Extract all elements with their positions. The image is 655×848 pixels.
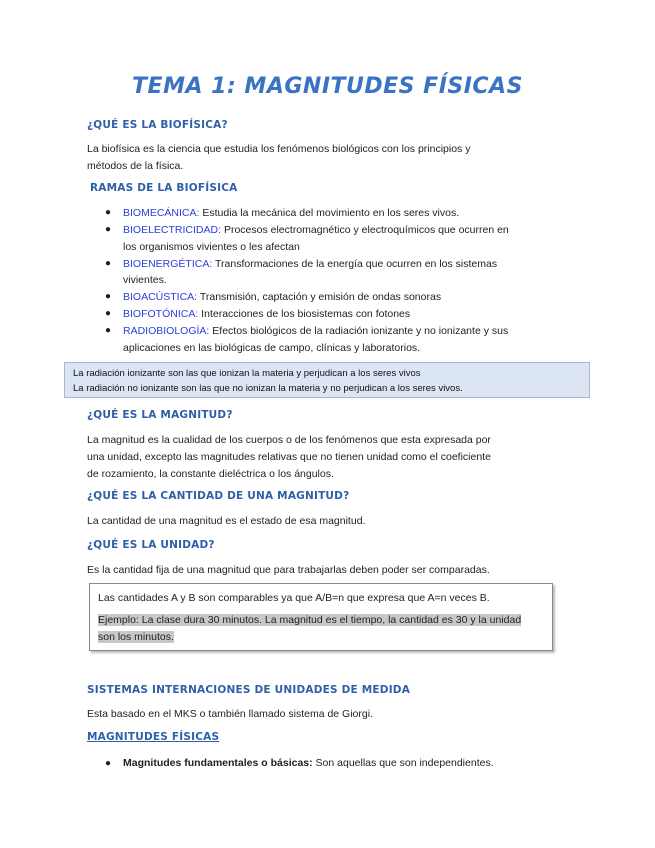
- branch-description: Interacciones de los biosistemas con fotones: [198, 308, 411, 320]
- note-line: La radiación ionizante son las que ionizan la materia y perjudican a los seres vivos: [73, 368, 421, 379]
- note-line: La radiación no ionizante son las que no ionizan la materia y no perjudican a los seres vivos.: [73, 383, 463, 394]
- branch-term: BIOENERGÉTICA:: [123, 257, 213, 270]
- branch-term: BIOFOTÓNICA:: [123, 308, 199, 320]
- paragraph-line: La biofísica es la ciencia que estudia los fenómenos biológicos con los principios y: [87, 143, 471, 155]
- paragraph-line: de rozamiento, la constante dieléctrica o los ángulos.: [87, 468, 334, 480]
- bullet-icon: ●: [105, 207, 112, 218]
- branch-description: Transformaciones de la energía que ocurren en los sistemas vivientes.: [123, 257, 498, 286]
- example-highlight-continued: son los minutos.: [98, 631, 174, 643]
- branch-description: Procesos electromagnético y electroquímicos que ocurren en los organismos vivientes o les afectan: [123, 224, 509, 253]
- heading-cantidad: ¿QUÉ ES LA CANTIDAD DE UNA MAGNITUD?: [87, 490, 350, 502]
- bullet-description: Son aquellas que son independientes.: [312, 757, 494, 769]
- bullet-term: Magnitudes fundamentales o básicas:: [123, 757, 313, 769]
- paragraph-cantidad: La cantidad de una magnitud es el estado de esa magnitud.: [87, 515, 366, 527]
- heading-que-es-biofisica: ¿QUÉ ES LA BIOFÍSICA?: [87, 119, 228, 131]
- list-item: [105, 755, 525, 772]
- branch-term: BIOACÚSTICA:: [123, 291, 198, 303]
- paragraph-unidad: Es la cantidad fija de una magnitud que para trabajarlas deben poder ser comparadas.: [87, 564, 490, 576]
- heading-que-es-magnitud: ¿QUÉ ES LA MAGNITUD?: [87, 409, 233, 421]
- list-item: [105, 222, 515, 255]
- example-highlight: Ejemplo: La clase dura 30 minutos. La magnitud es el tiempo, la cantidad es 30 y la unidad: [98, 614, 522, 626]
- bullet-icon: ●: [105, 257, 112, 269]
- bullet-icon: ●: [105, 758, 112, 769]
- paragraph-biofisica: [87, 141, 527, 175]
- branch-term: BIOMECÁNICA:: [123, 207, 200, 219]
- ramas-list: [105, 205, 515, 357]
- page-title: TEMA 1: MAGNITUDES FÍSICAS: [132, 74, 523, 99]
- note-line: Las cantidades A y B son comparables ya que A/B=n que expresa que A=n veces B.: [98, 592, 490, 604]
- paragraph-line: una unidad, excepto las magnitudes relativas que no tienen unidad como el coeficiente: [87, 451, 491, 463]
- paragraph-line: métodos de la física.: [87, 160, 184, 172]
- bullet-icon: ●: [105, 291, 112, 302]
- bullet-icon: ●: [105, 325, 112, 336]
- list-item: [105, 289, 515, 306]
- heading-magnitudes-fisicas: MAGNITUDES FÍSICAS: [87, 731, 220, 743]
- branch-description: Estudia la mecánica del movimiento en los seres vivos.: [199, 207, 460, 219]
- bullet-icon: ●: [105, 308, 112, 319]
- heading-ramas: RAMAS DE LA BIOFÍSICA: [90, 182, 238, 194]
- branch-description: Transmisión, captación y emisión de ondas sonoras: [197, 291, 442, 303]
- list-item: [105, 306, 515, 323]
- paragraph-line: La magnitud es la cualidad de los cuerpos o de los fenómenos que esta expresada por: [87, 434, 491, 446]
- heading-unidad: ¿QUÉ ES LA UNIDAD?: [87, 539, 215, 551]
- heading-sistemas: SISTEMAS INTERNACIONES DE UNIDADES DE MEDIDA: [87, 684, 411, 696]
- example-block: [98, 612, 544, 646]
- paragraph-sistemas: Esta basado en el MKS o también llamado sistema de Giorgi.: [87, 708, 373, 720]
- radiation-note-box: [64, 362, 590, 398]
- list-item: [105, 205, 515, 222]
- branch-term: BIOELECTRICIDAD:: [123, 224, 222, 236]
- branch-term: RADIOBIOLOGÍA:: [123, 325, 210, 337]
- branch-description: Efectos biológicos de la radiación ionizante y no ionizante y sus aplicaciones en las biológicas de campo, clínicas y laboratorios.: [123, 325, 509, 354]
- comparison-note-box: [89, 583, 553, 651]
- paragraph-magnitud: [87, 432, 537, 483]
- list-item: [105, 256, 515, 289]
- bullet-icon: ●: [105, 224, 112, 235]
- list-item: [105, 323, 515, 356]
